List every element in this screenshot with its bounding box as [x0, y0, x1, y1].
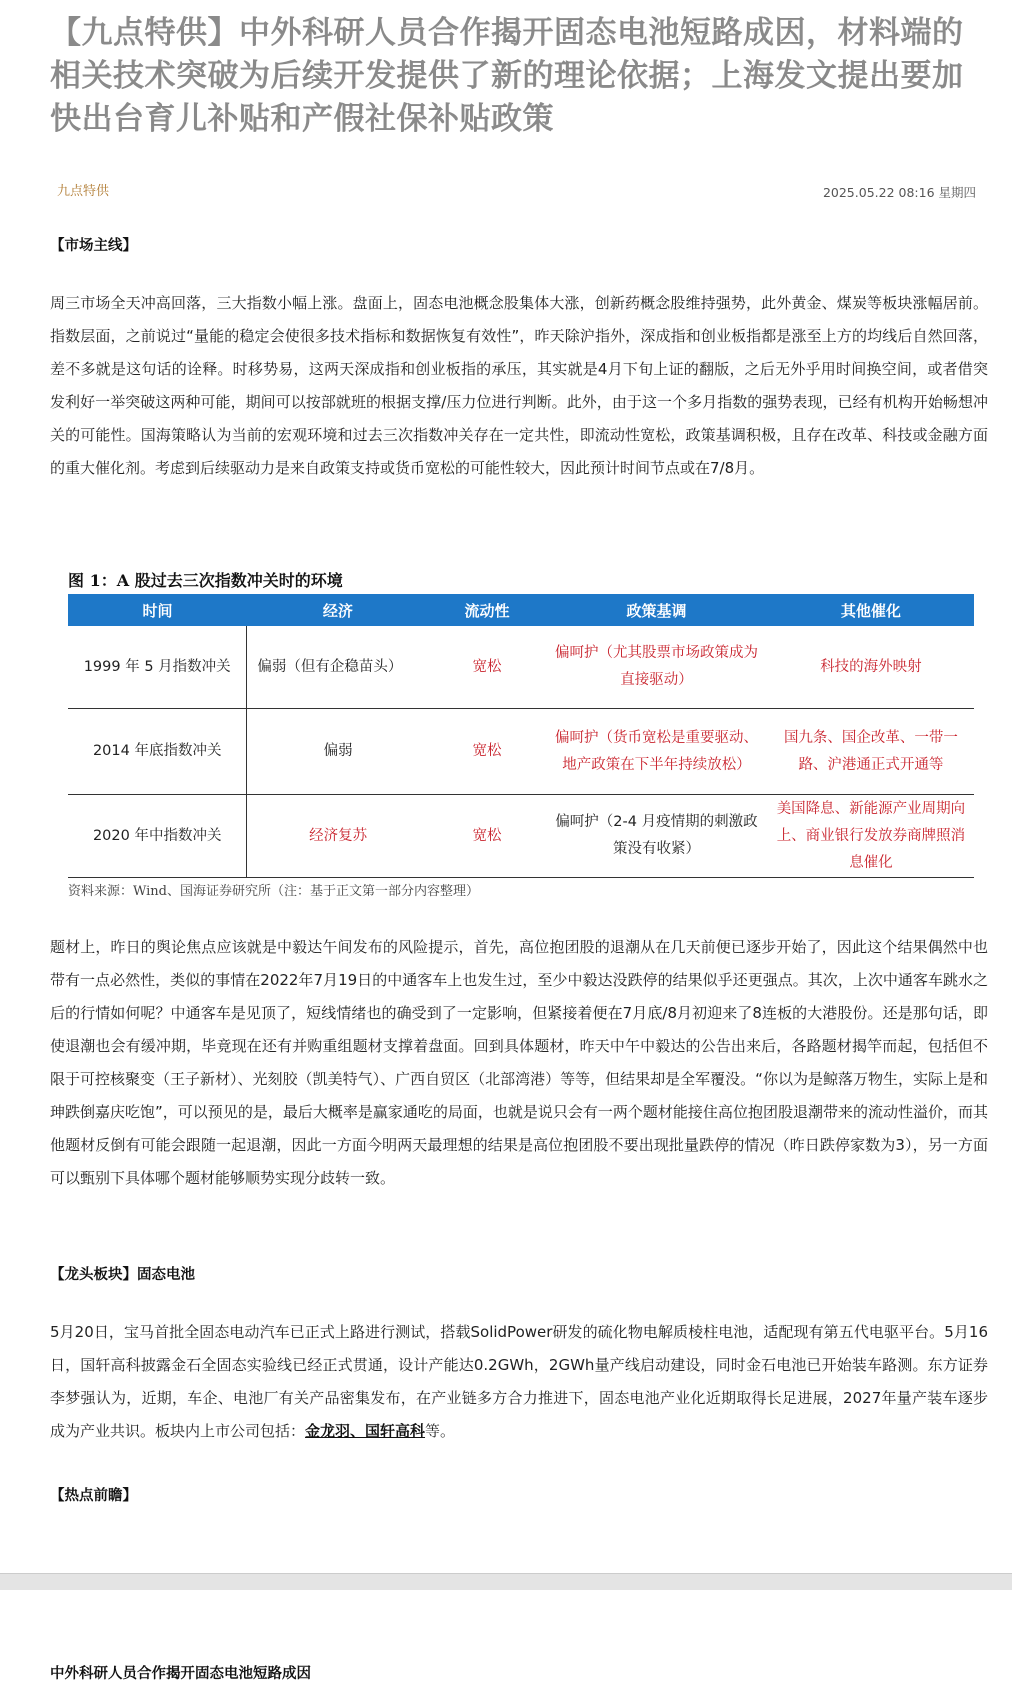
leader-heading-topic: 固态电池 — [137, 1267, 195, 1283]
leader-heading-prefix: 【龙头板块】 — [50, 1267, 137, 1283]
cell-time: 2014 年底指数冲关 — [68, 709, 247, 795]
header-time: 时间 — [68, 594, 247, 626]
article-date: 2025.05.22 08:16 星期四 — [822, 185, 976, 200]
cell-time: 1999 年 5 月指数冲关 — [68, 626, 247, 709]
article-title: 【九点特供】中外科研人员合作揭开固态电池短路成因，材料端的相关技术突破为后续开发提供了新的理论依据；上海发文提出要加快出台育儿补贴和产假社保补贴政策 — [50, 15, 964, 137]
leader-text: 5月20日，宝马首批全固态电动汽车已正式上路进行测试，搭载SolidPower研发的硫化物电解质棱柱电池，适配现有第五代电驱平台。5月16日，国轩高科披露金石全固态实验线已经正式贯通，设计产能达0.2GWh，2GWh量产线启动建设，同时金石电池已开始装车路测。东方证券李梦强认为，近期，车企、电池厂有关产品密集发布，在产业链多方合力推进下，固态电池产业化近期取得长足进展，2027年量产装车逐步成为产业共识。板块内上市公司包括： — [50, 1323, 988, 1440]
table-row — [68, 795, 974, 878]
cell-policy: 偏呵护（货币宽松是重要驱动、地产政策在下半年持续放松） — [545, 709, 768, 795]
cell-catalyst: 国九条、国企改革、一带一路、沪港通正式开通等 — [768, 709, 974, 795]
figure-table — [68, 594, 974, 878]
article-source[interactable]: 九点特供 — [57, 184, 110, 199]
leader-heading — [50, 1263, 195, 1284]
company-links[interactable]: 金龙羽、国轩高科 — [305, 1422, 426, 1440]
cell-liquidity: 宽松 — [429, 709, 545, 795]
cell-economy: 偏弱 — [247, 709, 429, 795]
leader-paragraph — [50, 1316, 988, 1448]
figure-table-header-row — [68, 594, 974, 626]
market-heading: 【市场主线】 — [50, 238, 137, 254]
header-policy: 政策基调 — [545, 594, 768, 626]
hot-heading: 【热点前瞻】 — [50, 1488, 137, 1504]
header-catalyst: 其他催化 — [768, 594, 974, 626]
next-section-title: 中外科研人员合作揭开固态电池短路成因 — [50, 1666, 311, 1682]
figure-caption: 图 1：A 股过去三次指数冲关时的环境 — [68, 571, 343, 590]
cell-economy: 偏弱（但有企稳苗头） — [247, 626, 429, 709]
cell-liquidity: 宽松 — [429, 795, 545, 878]
cell-liquidity: 宽松 — [429, 626, 545, 709]
cell-policy: 偏呵护（2-4 月疫情期的刺激政策没有收紧） — [545, 795, 768, 878]
figure-source: 资料来源：Wind、国海证券研究所（注：基于正文第一部分内容整理） — [68, 884, 479, 899]
header-economy: 经济 — [247, 594, 429, 626]
section-divider — [0, 1574, 1012, 1590]
table-row — [68, 626, 974, 709]
theme-paragraph: 题材上，昨日的舆论焦点应该就是中毅达午间发布的风险提示，首先，高位抱团股的退潮从在几天前便已逐步开始了，因此这个结果偶然中也带有一点必然性，类似的事情在2022年7月19日的中通客车上也发生过，至少中毅达没跌停的结果似乎还更强点。其次，上次中通客车跳水之后的行情如何呢？中通客车是见顶了，短线情绪也的确受到了一定影响，但紧接着便在7月底/8月初迎来了8连板的大港股份。还是那句话，即使退潮也会有缓冲期，毕竟现在还有并购重组题材支撑着盘面。回到具体题材，昨天中午中毅达的公告出来后，各路题材揭竿而起，包括但不限于可控核聚变（王子新材）、光刻胶（凯美特气）、广西自贸区（北部湾港）等等，但结果却是全军覆没。“你以为是鲸落万物生，实际上是和珅跌倒嘉庆吃饱”，可以预见的是，最后大概率是赢家通吃的局面，也就是说只会有一两个题材能接住高位抱团股退潮带来的流动性溢价，而其他题材反倒有可能会跟随一起退潮，因此一方面今明两天最理想的结果是高位抱团股不要出现批量跌停的情况（昨日跌停家数为3），另一方面可以甄别下具体哪个题材能够顺势实现分歧转一致。 — [50, 938, 988, 1187]
cell-policy: 偏呵护（尤其股票市场政策成为直接驱动） — [545, 626, 768, 709]
cell-catalyst: 科技的海外映射 — [768, 626, 974, 709]
header-liquidity: 流动性 — [429, 594, 545, 626]
cell-time: 2020 年中指数冲关 — [68, 795, 247, 878]
leader-suffix: 等。 — [425, 1422, 456, 1440]
cell-economy: 经济复苏 — [247, 795, 429, 878]
market-paragraph: 周三市场全天冲高回落，三大指数小幅上涨。盘面上，固态电池概念股集体大涨，创新药概念股维持强势，此外黄金、煤炭等板块涨幅居前。指数层面，之前说过“量能的稳定会使很多技术指标和数据恢复有效性”，昨天除沪指外，深成指和创业板指都是涨至上方的均线后自然回落，差不多就是这句话的诠释。时移势易，这两天深成指和创业板指的承压，其实就是4月下旬上证的翻版，之后无外乎用时间换空间，或者借突发利好一举突破这两种可能，期间可以按部就班的根据支撑/压力位进行判断。此外，由于这一个多月指数的强势表现，已经有机构开始畅想冲关的可能性。国海策略认为当前的宏观环境和过去三次指数冲关存在一定共性，即流动性宽松，政策基调积极，且存在改革、科技或金融方面的重大催化剂。考虑到后续驱动力是来自政策支持或货币宽松的可能性较大，因此预计时间节点或在7/8月。 — [50, 294, 988, 477]
cell-catalyst: 美国降息、新能源产业周期向上、商业银行发放券商牌照消息催化 — [768, 795, 974, 878]
table-row — [68, 709, 974, 795]
